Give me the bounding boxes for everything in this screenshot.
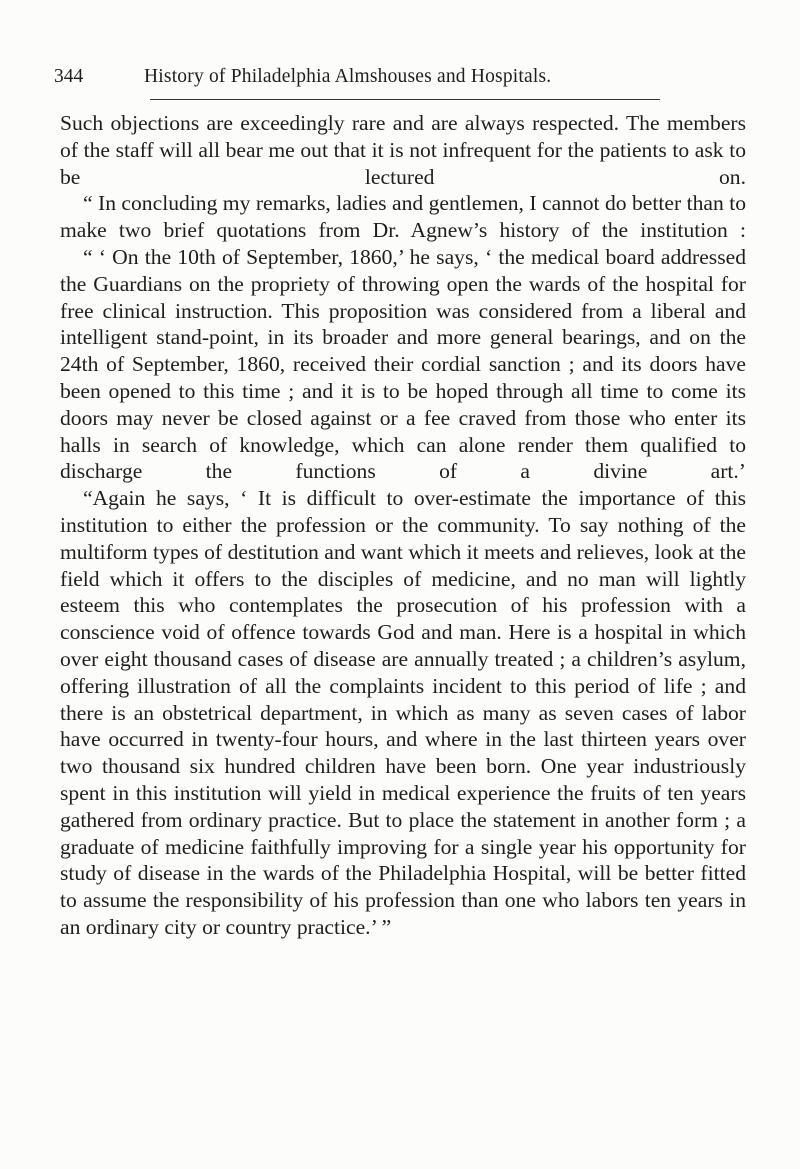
paragraph: “ In concluding my remarks, ladies and gentlemen, I cannot do better than to make two brief quotations from Dr. Agnew’s history of the institution : — [60, 191, 746, 243]
body-text — [60, 110, 746, 941]
page-number: 344 — [54, 66, 84, 87]
header-rule — [150, 99, 660, 100]
running-title: History of Philadelphia Almshouses and Hospitals. — [144, 66, 552, 87]
paragraph: “Again he says, ‘ It is difficult to over-estimate the importance of this institution to either the profession or the community. To say nothing of the multiform types of destitution and want which it meets and relieves, look at the field which it offers to the disciples of medicine, and no man will lightly esteem this who contemplates the prosecution of his profession with a conscience void of offence towards God and man. Here is a hospital in which over eight thousand cases of disease are annually treated ; a children’s asylum, offering illustration of all the complaints incident to this period of life ; and there is an obstetrical department, in which as many as seven cases of labor have occurred in twenty-four hours, and where in the last thirteen years over two thousand six hundred children have been born. One year industriously spent in this institution will yield in medical experience the fruits of ten years gathered from ordinary practice. But to place the statement in another form ; a graduate of medicine faithfully improving for a single year his opportunity for study of disease in the wards of the Philadelphia Hospital, will be better fitted to assume the responsibility of his profession than one who labors ten years in an ordinary city or country practice.’ ” — [60, 486, 746, 939]
paragraph: “ ‘ On the 10th of September, 1860,’ he says, ‘ the medical board addressed the Guardians on the propriety of throwing open the wards of the hospital for free clinical instruction. This proposition was considered from a liberal and intelligent stand-point, in its broader and more general bearings, and on the 24th of September, 1860, received their cordial sanction ; and its doors have been opened to this time ; and it is to be hoped through all time to come its doors may never be closed against or a fee craved from those who enter its halls in search of knowledge, which can alone render them qualified to discharge the functions of a divine art.’ — [60, 244, 746, 484]
paragraph: Such objections are exceedingly rare and are always respected. The members of the staff will all bear me out that it is not infrequent for the patients to ask to be lectured on. — [60, 111, 746, 189]
page-header — [54, 66, 754, 98]
